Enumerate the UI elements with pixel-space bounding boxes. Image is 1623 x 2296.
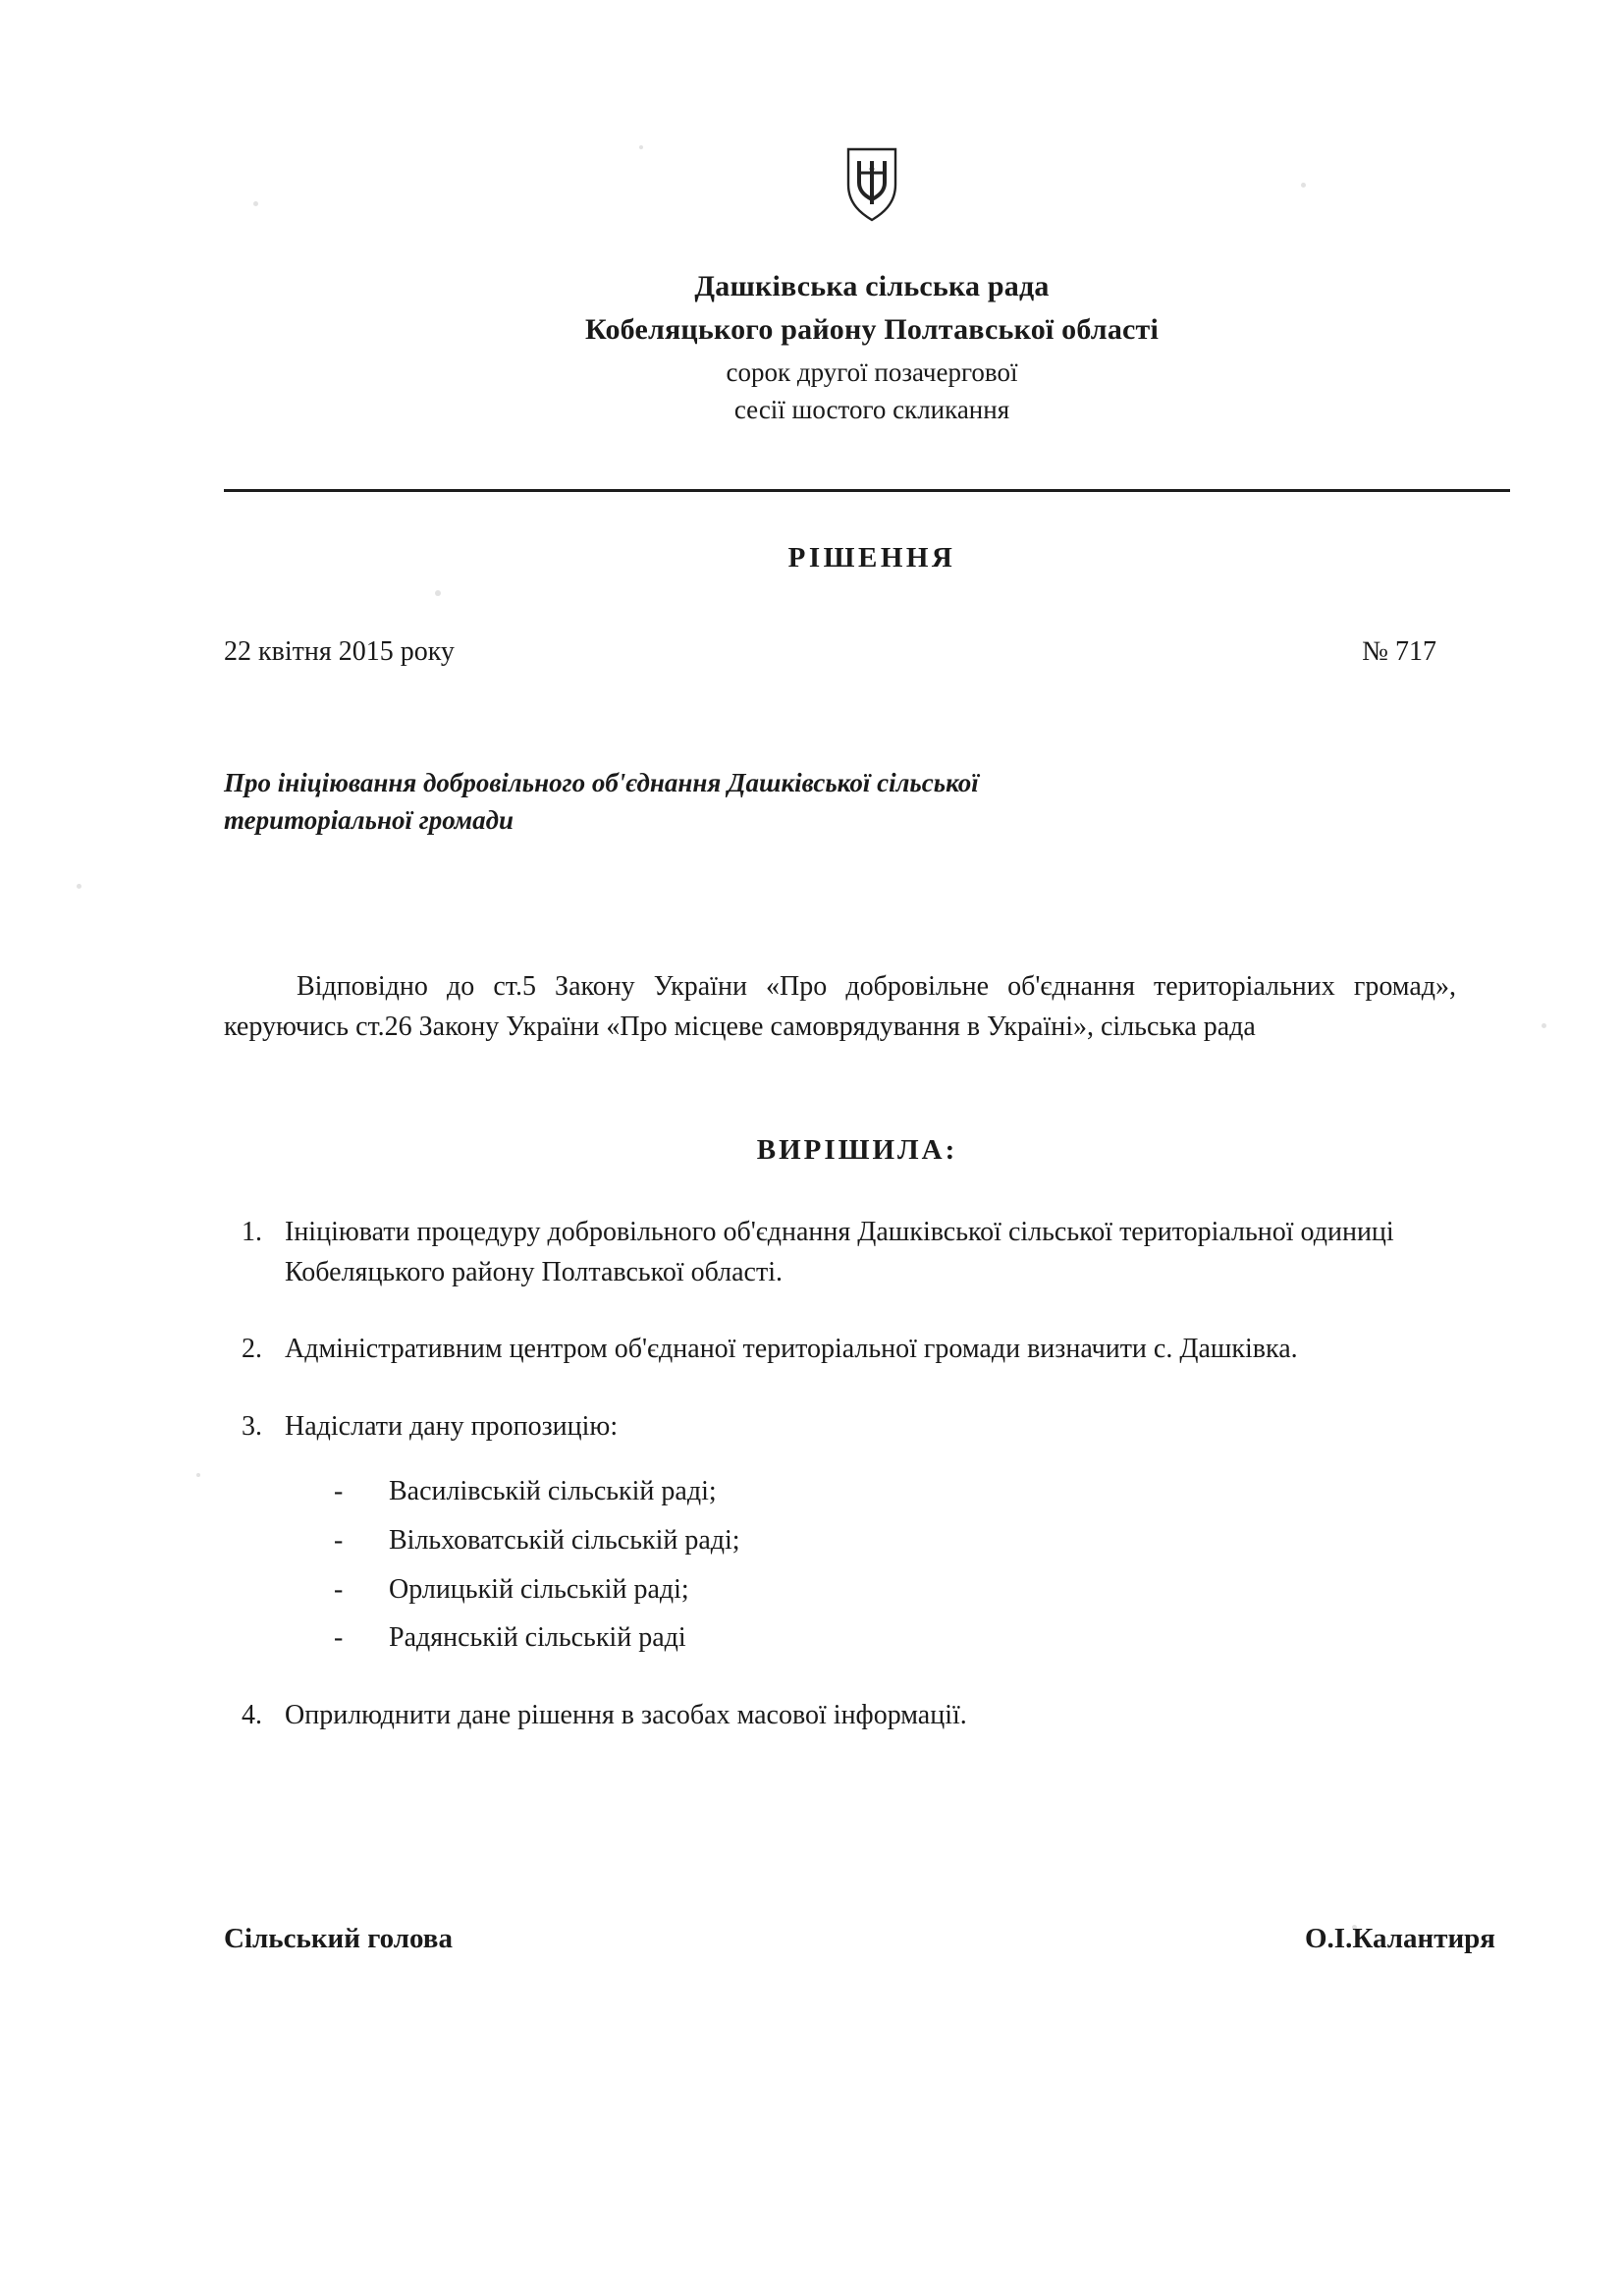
list-item-text: Вільховатській сільській раді;: [389, 1524, 740, 1556]
list-item-marker: 4.: [242, 1699, 262, 1730]
list-item-marker: 3.: [242, 1410, 262, 1442]
session-convocation: сесії шостого скликання: [733, 394, 1010, 424]
organization-header: [224, 267, 1520, 428]
document-title: РІШЕННЯ: [787, 542, 956, 574]
dash-marker: -: [334, 1622, 344, 1654]
document-subject: Про ініціювання добровільного об'єднання Дашківської сільської територіальної громади: [224, 768, 979, 836]
council-region: Кобеляцького району Полтавської області: [584, 312, 1160, 346]
list-item-text: Адміністративним центром об'єднаної територіальної громади визначити с. Дашківка.: [285, 1334, 1298, 1365]
list-item: [334, 1618, 1490, 1659]
scan-speckle: [196, 1473, 200, 1477]
list-item: [334, 1472, 1490, 1512]
document-preamble: Відповідно до ст.5 Закону України «Про добровільне об'єднання територіальних громад», керуючись ст.26 Закону України «Про місцеве самоврядування в Україні», сільська рада: [224, 971, 1456, 1042]
dash-marker: -: [334, 1573, 344, 1605]
document-number: № 717: [1362, 636, 1436, 667]
list-item: [334, 1570, 1490, 1611]
list-item-marker: 1.: [242, 1217, 262, 1247]
list-item-text: Орлицькій сільській раді;: [389, 1573, 689, 1605]
decision-heading: ВИРІШИЛА:: [756, 1134, 958, 1166]
council-name: Дашківська сільська рада: [694, 270, 1050, 302]
header-divider: [224, 489, 1510, 492]
list-item: [224, 1330, 1490, 1370]
recipient-sublist: [285, 1472, 1490, 1658]
list-item-text: Ініціювати процедуру добровільного об'єднання Дашківської сільської територіальної одиниці Кобеляцького району Полтавської області.: [285, 1217, 1394, 1287]
list-item-text: Надіслати дану пропозицію:: [285, 1410, 619, 1442]
decision-items: [224, 1213, 1490, 1773]
list-item-text: Василівській сільській раді;: [389, 1476, 717, 1507]
list-item-marker: 2.: [242, 1334, 262, 1365]
signatory-role: Сільський голова: [224, 1923, 453, 1954]
dash-marker: -: [334, 1524, 344, 1556]
ukrainian-trident-icon: [844, 147, 899, 222]
dash-marker: -: [334, 1476, 344, 1507]
list-item: [224, 1696, 1490, 1736]
signatory-name: О.І.Калантиря: [1305, 1923, 1495, 1954]
list-item: [334, 1521, 1490, 1561]
document-date: 22 квітня 2015 року: [224, 636, 455, 667]
list-item: [224, 1407, 1490, 1659]
scan-speckle: [1542, 1023, 1546, 1028]
list-item: [224, 1213, 1490, 1292]
session-ordinal: сорок другої позачергової: [726, 356, 1018, 387]
emblem-container: [224, 147, 1520, 227]
scan-speckle: [435, 590, 441, 596]
list-item-text: Радянській сільській раді: [389, 1622, 686, 1654]
scan-speckle: [77, 884, 81, 889]
list-item-text: Оприлюднити дане рішення в засобах масової інформації.: [285, 1699, 967, 1730]
